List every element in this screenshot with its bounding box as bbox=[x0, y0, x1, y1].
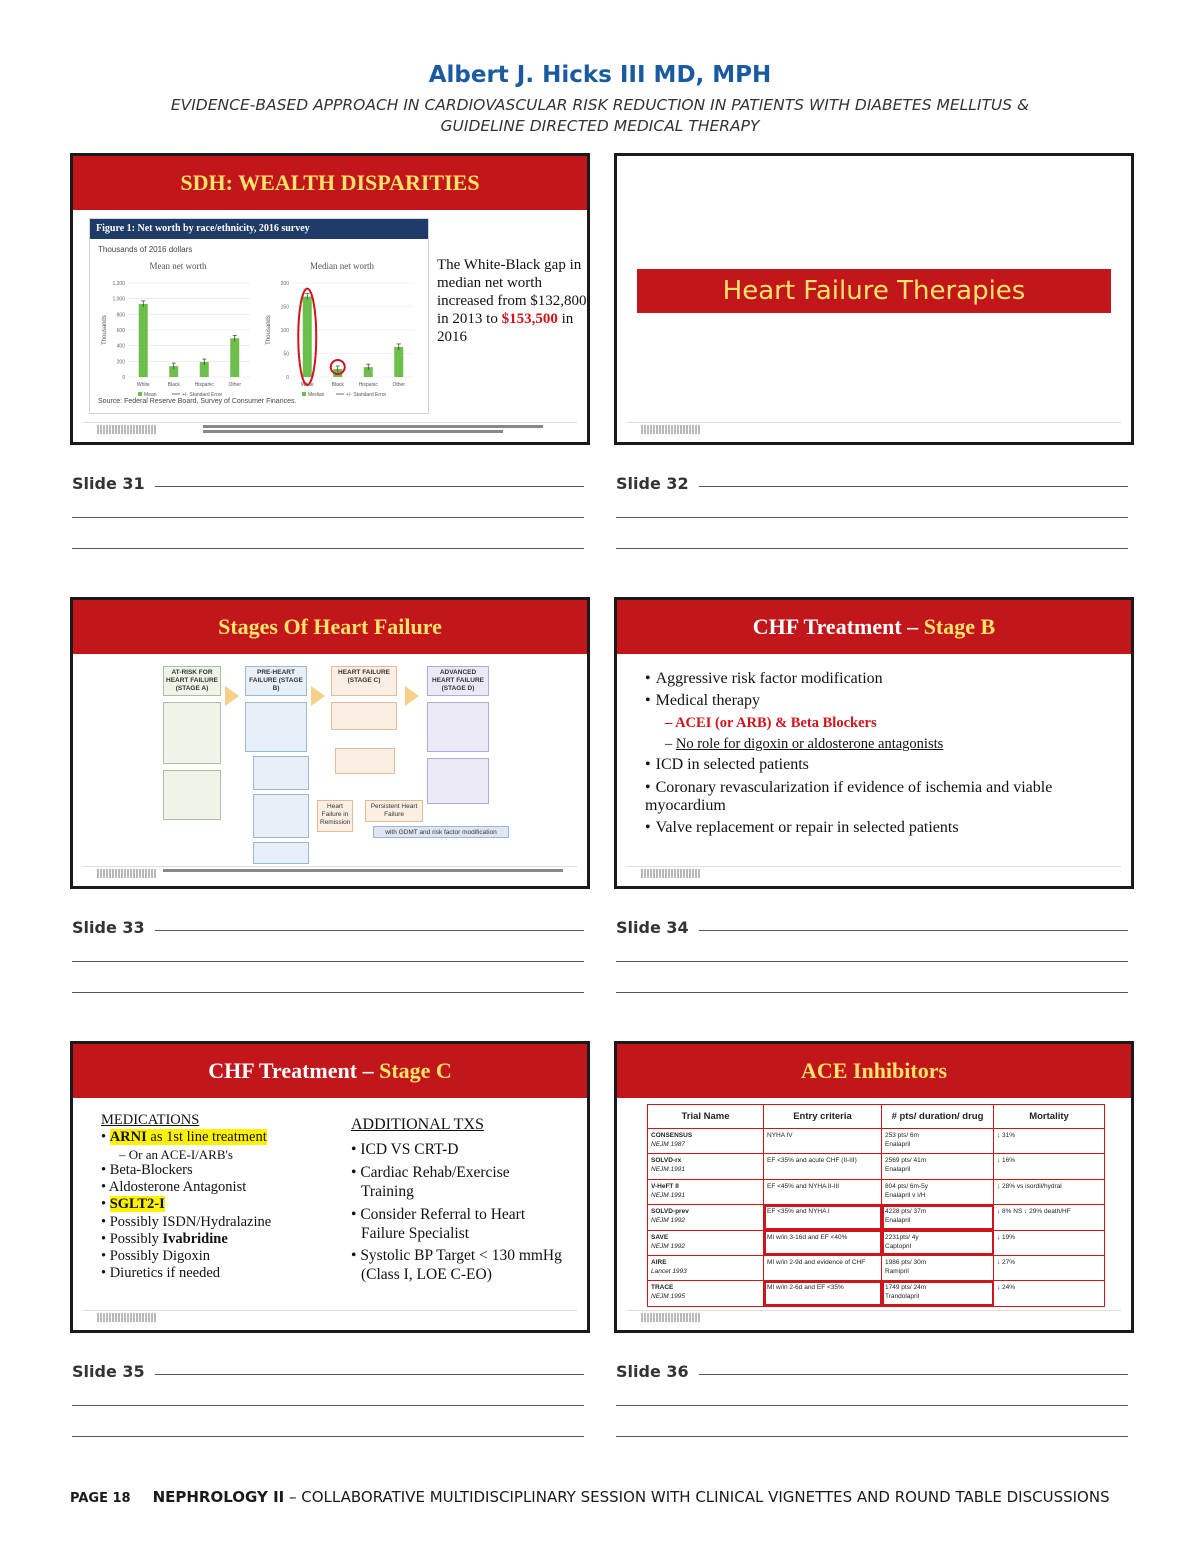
slide-36-title: ACE Inhibitors bbox=[617, 1044, 1131, 1098]
slide-32 bbox=[614, 153, 1134, 445]
note-line bbox=[616, 548, 1128, 549]
table-cell bbox=[764, 1179, 882, 1204]
figure-title: Figure 1: Net worth by race/ethnicity, 2016 survey bbox=[90, 219, 428, 239]
legend-label: +/- Standard Error bbox=[182, 392, 223, 398]
additional-item: • Cardiac Rehab/Exercise Training bbox=[351, 1164, 510, 1200]
tick-label: 800 bbox=[116, 312, 125, 319]
bullet: • Medical therapy bbox=[645, 692, 761, 709]
stage-b-box bbox=[253, 794, 309, 838]
category-label: Other bbox=[228, 382, 242, 388]
cell-text: EF <45% and NYHA II-III bbox=[767, 1182, 840, 1190]
cell-text: SOLVD-rx bbox=[651, 1157, 682, 1165]
additional-item: • ICD VS CRT-D bbox=[351, 1141, 459, 1158]
persistent-hf-box: Persistent Heart Failure bbox=[365, 800, 423, 822]
note-line bbox=[699, 1374, 1128, 1375]
note-line bbox=[72, 992, 584, 993]
table-cell bbox=[882, 1205, 994, 1230]
table-cell bbox=[994, 1179, 1105, 1204]
stage-a-box bbox=[163, 770, 221, 820]
note-line bbox=[155, 486, 584, 487]
table-cell bbox=[994, 1129, 1105, 1154]
category-label: Hispanic bbox=[358, 382, 378, 388]
table-cell bbox=[882, 1179, 994, 1204]
med-ivabridine: • Possibly Ivabridine bbox=[101, 1231, 228, 1247]
note-line bbox=[699, 486, 1128, 487]
cell-text: 2569 pts/ 41m bbox=[885, 1157, 927, 1165]
note-line bbox=[616, 961, 1128, 962]
bullet: • Coronary revascularization if evidence of ischemia and viable myocardium bbox=[645, 779, 1053, 814]
bar bbox=[394, 347, 403, 377]
med-sglt2: • SGLT2-I bbox=[101, 1196, 165, 1212]
cell-text: 804 pts/ 6m-5y bbox=[885, 1182, 928, 1190]
slide-label: Slide 33 bbox=[72, 918, 145, 937]
cell-text: V-HeFT II bbox=[651, 1182, 679, 1190]
table-cell bbox=[994, 1154, 1105, 1179]
university-logo bbox=[97, 1313, 157, 1322]
figure-source: Source: Federal Reserve Board, Survey of Consumer Finances. bbox=[98, 398, 297, 405]
slide-36 bbox=[614, 1041, 1134, 1333]
table-header-row bbox=[648, 1105, 1105, 1129]
table-row bbox=[648, 1154, 1105, 1179]
note-line bbox=[72, 961, 584, 962]
table-cell bbox=[648, 1179, 764, 1204]
table-cell bbox=[764, 1154, 882, 1179]
table-cell bbox=[882, 1230, 994, 1255]
note-line bbox=[699, 930, 1128, 931]
note-line bbox=[155, 1374, 584, 1375]
figure-units: Thousands of 2016 dollars bbox=[98, 245, 193, 254]
table-row bbox=[648, 1129, 1105, 1154]
table-cell bbox=[648, 1129, 764, 1154]
bar bbox=[303, 297, 312, 377]
arrow-icon bbox=[405, 686, 419, 706]
note-line bbox=[616, 1405, 1128, 1406]
table-row bbox=[648, 1281, 1105, 1306]
slide-31-footer bbox=[83, 422, 577, 436]
med-item: • Aldosterone Antagonist bbox=[101, 1179, 247, 1195]
cell-subtext: Enalapril bbox=[885, 1166, 911, 1174]
cell-text: ↓ 16% bbox=[997, 1157, 1016, 1165]
cell-text: ↓ 27% bbox=[997, 1258, 1016, 1266]
presenter-name: Albert J. Hicks III MD, MPH bbox=[428, 62, 772, 88]
table-cell bbox=[648, 1154, 764, 1179]
cell-text: TRACE bbox=[651, 1284, 674, 1292]
cell-text: EF <35% and acute CHF (II-III) bbox=[767, 1157, 857, 1165]
net-worth-figure bbox=[89, 218, 429, 414]
med-ace-alt: – Or an ACE-I/ARB's bbox=[119, 1147, 233, 1162]
med-arni: • ARNI as 1st line treatment bbox=[101, 1129, 267, 1145]
legend-swatch bbox=[138, 392, 142, 396]
cell-text: MI w/in 3-16d and EF <40% bbox=[767, 1233, 848, 1241]
stage-b-box bbox=[245, 702, 307, 752]
tick-label: 0 bbox=[286, 375, 289, 381]
cell-text: 1749 pts/ 24m bbox=[885, 1284, 927, 1292]
cell-subtext: NEJM 1992 bbox=[651, 1242, 685, 1250]
cell-text: NYHA IV bbox=[767, 1132, 793, 1139]
bar bbox=[230, 338, 239, 377]
y-axis-label: Thousands bbox=[266, 315, 272, 345]
bar bbox=[139, 304, 148, 377]
slide-33 bbox=[70, 597, 590, 889]
cell-subtext: Ramipril bbox=[885, 1267, 909, 1275]
stage-d-box bbox=[427, 702, 489, 752]
title-white: CHF Treatment – bbox=[752, 614, 919, 639]
net-worth-charts bbox=[90, 259, 428, 409]
gdmt-arrow: with GDMT and risk factor modification bbox=[373, 826, 509, 838]
additional-item: • Systolic BP Target < 130 mmHg (Class I, LOE C-EO) bbox=[351, 1247, 562, 1283]
legend-swatch bbox=[302, 392, 306, 396]
slide-33-title: Stages Of Heart Failure bbox=[73, 600, 587, 654]
slide-32-title: Heart Failure Therapies bbox=[637, 269, 1111, 313]
table-cell bbox=[648, 1255, 764, 1280]
table-row bbox=[648, 1230, 1105, 1255]
remission-box: Heart Failure in Remission bbox=[317, 800, 353, 832]
cell-subtext: NEJM 1991 bbox=[651, 1191, 685, 1199]
table-row bbox=[648, 1179, 1105, 1204]
table-cell bbox=[994, 1230, 1105, 1255]
cell-subtext: Lancet 1993 bbox=[651, 1267, 687, 1275]
cell-text: ↓ 8% NS ↓ 29% death/HF bbox=[997, 1208, 1071, 1216]
arrow-icon bbox=[311, 686, 325, 706]
note-line bbox=[616, 1436, 1128, 1437]
title-yellow: Stage B bbox=[923, 614, 996, 639]
slide-31-title: SDH: WEALTH DISPARITIES bbox=[73, 156, 587, 210]
cell-text: MI w/in 2-9d and evidence of CHF bbox=[767, 1258, 866, 1266]
additional-item: • Consider Referral to Heart Failure Specialist bbox=[351, 1206, 526, 1242]
cell-text: EF <35% and NYHA I bbox=[767, 1208, 830, 1216]
med-item: • Possibly Digoxin bbox=[101, 1248, 211, 1264]
category-label: Hispanic bbox=[194, 382, 214, 388]
table-cell bbox=[764, 1281, 882, 1306]
cell-subtext: Captopril bbox=[885, 1242, 912, 1250]
presentation-subtitle: EVIDENCE-BASED APPROACH IN CARDIOVASCULAR RISK REDUCTION IN PATIENTS WITH DIABETES MELLITUS & GUIDELINE DIRECTED MEDICAL THERAPY bbox=[170, 96, 1030, 135]
column-header: # pts/ duration/ drug bbox=[882, 1105, 994, 1129]
gap-text-part2: in 2016 bbox=[437, 311, 574, 345]
reference-line bbox=[203, 425, 543, 428]
cell-subtext: NEJM 1991 bbox=[651, 1166, 685, 1174]
slide-label: Slide 35 bbox=[72, 1362, 145, 1381]
note-line bbox=[72, 548, 584, 549]
note-line bbox=[155, 930, 584, 931]
cell-text: 1986 pts/ 30m bbox=[885, 1258, 927, 1266]
gap-text-part1: The White-Black gap in median net worth increased from $132,800 in 2013 to bbox=[437, 257, 587, 327]
note-line bbox=[616, 992, 1128, 993]
cell-text: AIRE bbox=[651, 1258, 667, 1266]
panel-title: Median net worth bbox=[310, 261, 374, 271]
reference-line bbox=[203, 430, 503, 433]
note-line bbox=[72, 517, 584, 518]
category-label: White bbox=[300, 382, 314, 388]
table-cell bbox=[648, 1230, 764, 1255]
stage-b-box bbox=[253, 756, 309, 790]
university-logo bbox=[97, 425, 157, 434]
legend-label: Median bbox=[308, 392, 325, 398]
slide-35 bbox=[70, 1041, 590, 1333]
note-line bbox=[72, 1436, 584, 1437]
table-cell bbox=[764, 1230, 882, 1255]
med-item: • Possibly ISDN/Hydralazine bbox=[101, 1214, 272, 1230]
cell-subtext: Enalapril bbox=[885, 1217, 911, 1225]
legend-label: Mean bbox=[144, 392, 157, 398]
note-line bbox=[72, 1405, 584, 1406]
slide-34 bbox=[614, 597, 1134, 889]
med-item: • Diuretics if needed bbox=[101, 1265, 221, 1281]
cell-text: 4228 pts/ 37m bbox=[885, 1208, 927, 1216]
table-cell bbox=[648, 1281, 764, 1306]
slide-34-title bbox=[617, 600, 1131, 654]
category-label: Other bbox=[392, 382, 406, 388]
tick-label: 0 bbox=[122, 375, 125, 381]
slide-35-title bbox=[73, 1044, 587, 1098]
university-logo bbox=[641, 1313, 701, 1322]
page-footer bbox=[70, 1488, 1140, 1506]
stage-c-header: HEART FAILURE (STAGE C) bbox=[331, 666, 397, 696]
table-cell bbox=[764, 1255, 882, 1280]
table-row bbox=[648, 1205, 1105, 1230]
cell-subtext: Trandolapril bbox=[885, 1293, 920, 1301]
y-axis-label: Thousands bbox=[102, 315, 108, 345]
slide-31 bbox=[70, 153, 590, 445]
legend-label: +/- Standard Error bbox=[346, 392, 387, 398]
column-header: Entry criteria bbox=[764, 1105, 882, 1129]
cell-text: ↓ 19% bbox=[997, 1233, 1016, 1241]
bullet: • Aggressive risk factor modification bbox=[645, 670, 883, 687]
medications-heading: MEDICATIONS bbox=[101, 1112, 200, 1128]
stage-d-box bbox=[427, 758, 489, 804]
ace-trials-table bbox=[647, 1104, 1105, 1307]
cell-text: CONSENSUS bbox=[651, 1132, 693, 1139]
category-label: Black bbox=[167, 382, 180, 388]
tick-label: 50 bbox=[283, 351, 289, 358]
table-cell bbox=[882, 1129, 994, 1154]
session-description: – COLLABORATIVE MULTIDISCIPLINARY SESSION WITH CLINICAL VIGNETTES AND ROUND TABLE DISCUSSIONS bbox=[284, 1488, 1110, 1506]
cell-text: 253 pts/ 6m bbox=[885, 1132, 919, 1139]
cell-subtext: NEJM 1992 bbox=[651, 1217, 685, 1225]
cell-text: MI w/in 2-6d and EF <35% bbox=[767, 1284, 844, 1292]
slide-label: Slide 32 bbox=[616, 474, 689, 493]
cell-text: ↓ 31% bbox=[997, 1132, 1016, 1139]
tick-label: 200 bbox=[280, 281, 289, 287]
slide-33-footer bbox=[83, 866, 577, 880]
title-white: CHF Treatment – bbox=[208, 1058, 374, 1083]
cell-subtext: NEJM 1995 bbox=[651, 1293, 685, 1301]
cell-subtext: NEJM 1987 bbox=[651, 1141, 685, 1148]
note-line bbox=[616, 517, 1128, 518]
category-label: White bbox=[136, 382, 150, 388]
stage-a-box bbox=[163, 702, 221, 764]
additional-heading: ADDITIONAL TXS bbox=[351, 1116, 484, 1133]
session-name: NEPHROLOGY II bbox=[152, 1488, 285, 1506]
sub-bullet-digoxin: – No role for digoxin or aldosterone antagonists bbox=[665, 736, 944, 752]
cell-text: ↓ 24% bbox=[997, 1284, 1016, 1292]
stage-b-header: PRE-HEART FAILURE (STAGE B) bbox=[245, 666, 307, 696]
tick-label: 150 bbox=[280, 304, 289, 311]
bullet: • ICD in selected patients bbox=[645, 756, 809, 773]
slide-34-footer bbox=[627, 866, 1121, 880]
university-logo bbox=[97, 869, 157, 878]
tick-label: 200 bbox=[116, 359, 125, 366]
column-header: Trial Name bbox=[648, 1105, 764, 1129]
arrow-icon bbox=[225, 686, 239, 706]
wealth-gap-text bbox=[437, 256, 587, 346]
table-cell bbox=[994, 1205, 1105, 1230]
column-header: Mortality bbox=[994, 1105, 1105, 1129]
tick-label: 1,000 bbox=[112, 296, 125, 303]
tick-label: 1,200 bbox=[112, 281, 125, 287]
stage-d-header: ADVANCED HEART FAILURE (STAGE D) bbox=[427, 666, 489, 696]
table-cell bbox=[764, 1205, 882, 1230]
sub-bullet-acei: – ACEI (or ARB) & Beta Blockers bbox=[665, 715, 877, 731]
slide-label: Slide 36 bbox=[616, 1362, 689, 1381]
table-cell bbox=[882, 1255, 994, 1280]
table-cell bbox=[994, 1281, 1105, 1306]
slide-32-footer bbox=[627, 422, 1121, 436]
table-cell bbox=[882, 1154, 994, 1179]
gap-text-highlight: $153,500 bbox=[501, 311, 558, 327]
stage-b-box bbox=[253, 842, 309, 864]
stage-c-box bbox=[331, 702, 397, 730]
table-cell bbox=[648, 1205, 764, 1230]
tick-label: 100 bbox=[280, 328, 289, 334]
slide-35-footer bbox=[83, 1310, 577, 1324]
slide-label: Slide 31 bbox=[72, 474, 145, 493]
table-cell bbox=[764, 1129, 882, 1154]
med-item: • Beta-Blockers bbox=[101, 1162, 193, 1178]
table-cell bbox=[882, 1281, 994, 1306]
stage-c-box bbox=[335, 748, 395, 774]
tick-label: 400 bbox=[116, 343, 125, 350]
cell-text: SAVE bbox=[651, 1233, 669, 1241]
table-cell bbox=[994, 1255, 1105, 1280]
stage-a-header: AT-RISK FOR HEART FAILURE (STAGE A) bbox=[163, 666, 221, 696]
panel-title: Mean net worth bbox=[149, 261, 207, 271]
table-row bbox=[648, 1255, 1105, 1280]
cell-subtext: Enalapril v I/H bbox=[885, 1191, 926, 1199]
university-logo bbox=[641, 425, 701, 434]
cell-text: 2231pts/ 4y bbox=[885, 1233, 919, 1241]
slide-36-footer bbox=[627, 1310, 1121, 1324]
bullet: • Valve replacement or repair in selected patients bbox=[645, 819, 959, 836]
reference-line bbox=[163, 869, 563, 872]
tick-label: 600 bbox=[116, 328, 125, 334]
category-label: Black bbox=[331, 382, 344, 388]
page-number: PAGE 18 bbox=[70, 1491, 131, 1506]
cell-subtext: Enalapril bbox=[885, 1141, 911, 1148]
slide-label: Slide 34 bbox=[616, 918, 689, 937]
cell-text: SOLVD-prev bbox=[651, 1208, 689, 1216]
cell-text: ↓ 28% vs isordil/hydral bbox=[997, 1182, 1062, 1190]
university-logo bbox=[641, 869, 701, 878]
title-yellow: Stage C bbox=[379, 1058, 452, 1083]
